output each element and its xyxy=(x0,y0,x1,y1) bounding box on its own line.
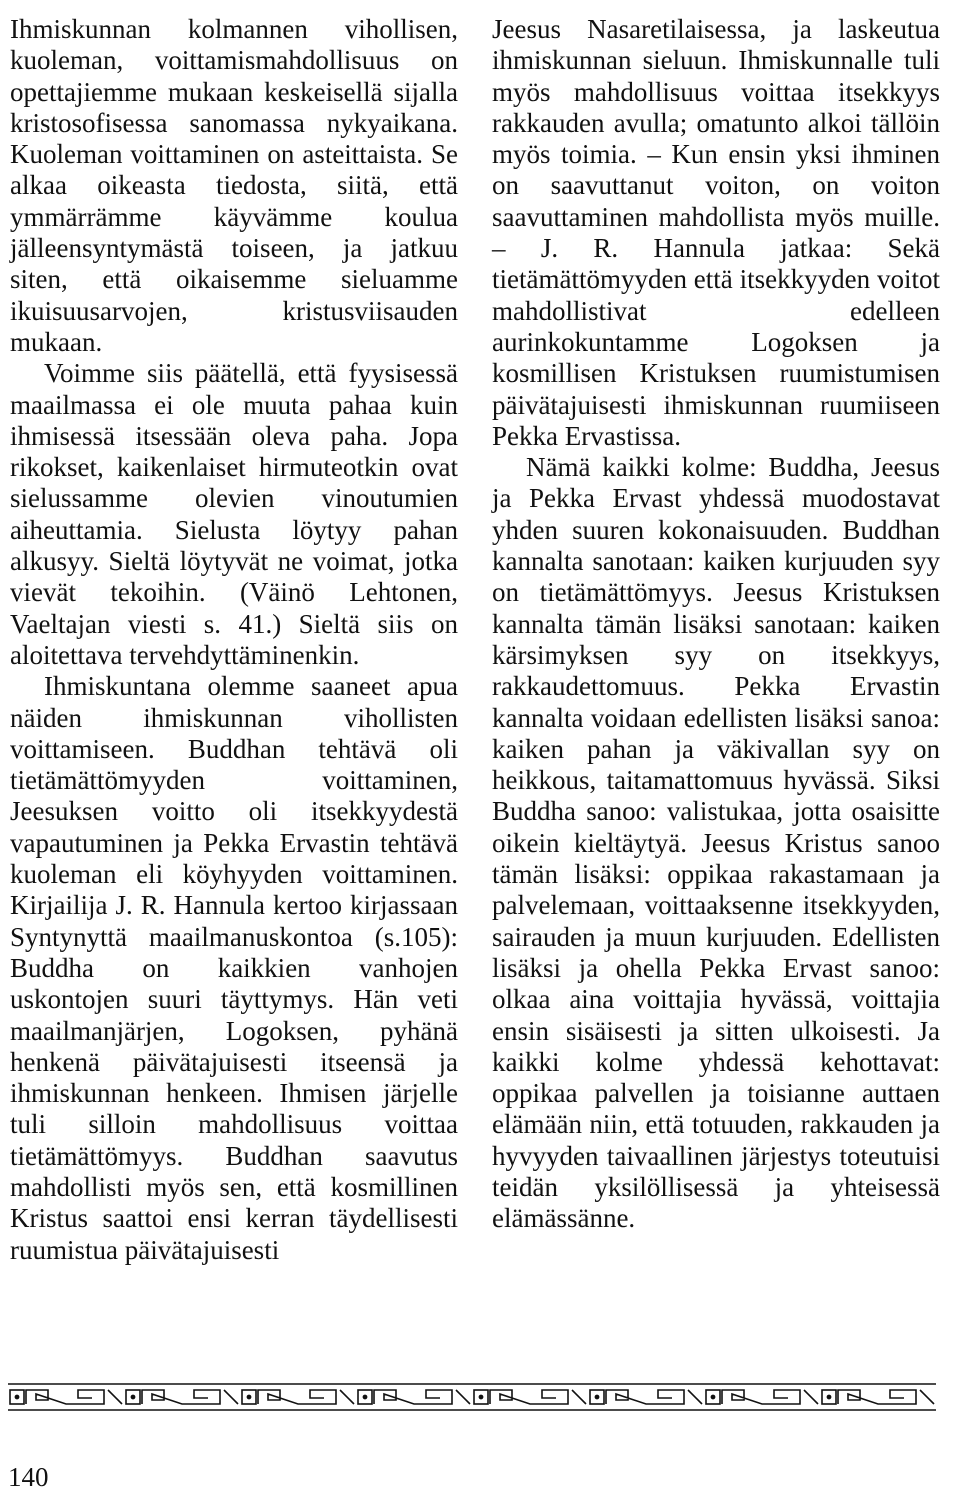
text-columns xyxy=(10,14,940,1266)
right-paragraph-1: Jeesus Nasaretilaisessa, ja laskeutua ihmiskunnan sieluun. Ihmiskunnalle tuli myös mahdollisuus voittaa itsekkyys rakkauden avulla; omatunto alkoi tällöin myös toimia. – Kun ensin yksi ihminen on saavuttanut voiton, on voiton saavuttaminen mahdollista myös muille. – J. R. Hannula jatkaa: Sekä tietämättömyyden että itsekkyyden voitot mahdollistivat edelleen aurinkokuntamme Logoksen ja kosmillisen Kristuksen ruumistumisen päivätajuisesti ihmiskunnan ruumiiseen Pekka Ervastissa. xyxy=(492,14,940,451)
left-paragraph-1: Ihmiskunnan kolmannen vihollisen, kuoleman, voittamismahdollisuus on opettajiemme mukaan keskeisellä sijalla kristosofisessa sanomassa nykyaikana. Kuoleman voittaminen on asteittaista. Se alkaa oikeasta tiedosta, siitä, että ymmärrämme käyvämme koulua jälleensyntymästä toiseen, ja jatkuu siten, että oikaisemme sieluamme ikuisuusarvojen, kristusviisauden mukaan. xyxy=(10,14,458,357)
left-column xyxy=(10,14,458,1266)
page-number: 140 xyxy=(8,1462,49,1492)
right-paragraph-2: Nämä kaikki kolme: Buddha, Jeesus ja Pekka Ervast yhdessä muodostavat yhden suuren kokonaisuuden. Buddhan kannalta sanotaan: kaiken kurjuuden syy on tietämättömyys. Jeesus Kristuksen kannalta tämän lisäksi sanotaan: kaiken kärsimyksen syy on itsekkyys, rakkaudettomuus. Pekka Ervastin kannalta voidaan edellisten lisäksi sanoa: kaiken pahan ja väkivallan syy on heikkous, taitamattomuus hyvässä. Siksi Buddha sanoo: valistukaa, jotta osaisitte oikein kieltäytyä. Jeesus Kristus sanoo tämän lisäksi: oppikaa rakastamaan ja palvelemaan, voittaaksenne itsekkyyden, sairauden ja muun kurjuuden. Edellisten lisäksi ja ohella Pekka Ervast sanoo: olkaa aina voittajia hyvässä, voittajia ensin sisäisesti ja sitten ulkoisesti. Ja kaikki kolme yhdessä kehottavat: oppikaa palvellen ja toisianne auttaen elämään niin, että totuuden, rakkauden ja hyvyyden taivaallinen järjestys toteutuisi teidän yksilöllisessä ja yhteisessä elämässänne. xyxy=(492,452,940,1234)
left-paragraph-3: Ihmiskuntana olemme saaneet apua näiden ihmiskunnan vihollisten voittamiseen. Buddhan tehtävä oli tietämättömyyden voittaminen, Jeesuksen voitto oli itsekkyydestä vapautuminen ja Pekka Ervastin tehtävä kuoleman eli köyhyyden voittaminen. Kirjailija J. R. Hannula kertoo kirjassaan Syntynyttä maailmanuskontoa (s.105): Buddha on kaikkien vanhojen uskontojen suuri täyttymys. Hän veti maailmanjärjen, Logoksen, pyhänä henkenä päivätajuisesti itseensä ja ihmiskunnan henkeen. Ihmisen järjelle tuli silloin mahdollisuus voittaa tietämättömyys. Buddhan saavutus mahdollisti myös sen, että kosmillinen Kristus saattoi ensi kerran täydellisesti ruumistua päivätajuisesti xyxy=(10,671,458,1265)
greek-key-border-ornament-icon xyxy=(8,1382,936,1412)
left-paragraph-2: Voimme siis päätellä, että fyysisessä maailmassa ei ole muuta pahaa kuin ihmisessä itsessään oleva paha. Jopa rikokset, kaikenlaiset hirmuteotkin ovat sielussamme olevien vinoutumien aiheuttamia. Sielusta löytyy pahan alkusyy. Sieltä löytyvät ne voimat, jotka vievät tekoihin. (Väinö Lehtonen, Vaeltajan viesti s. 41.) Sieltä siis on aloitettava tervehdyttäminenkin. xyxy=(10,358,458,670)
right-column xyxy=(492,14,940,1266)
